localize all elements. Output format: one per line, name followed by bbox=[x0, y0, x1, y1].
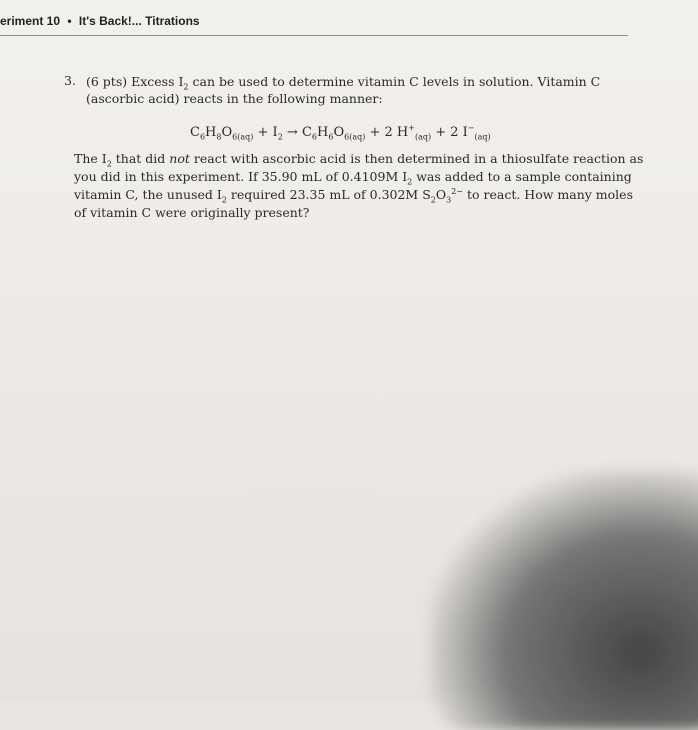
body-sub: 2 bbox=[407, 177, 413, 187]
eq-sup: − bbox=[467, 123, 475, 133]
intro-sub-1: 2 bbox=[183, 82, 189, 92]
body-sub: 2 bbox=[430, 195, 436, 205]
eq-sub: 6(aq) bbox=[344, 132, 366, 142]
question-points: (6 pts) bbox=[86, 74, 128, 89]
eq-sup: + bbox=[408, 123, 415, 133]
body-sub: 2 bbox=[106, 159, 112, 169]
reaction-equation bbox=[190, 125, 491, 140]
body-sub: 3 bbox=[446, 195, 452, 205]
body-text: was added to a sample containing vitamin C, the unused I bbox=[74, 169, 632, 202]
body-sub: 2 bbox=[221, 195, 227, 205]
reaction-arrow: → bbox=[282, 125, 302, 140]
intro-text-2: can be used to determine vitamin C levels in solution. Vitamin C (ascorbic acid) reacts in the following manner: bbox=[86, 74, 601, 106]
eq-sub: 8 bbox=[216, 132, 222, 142]
body-sup: 2− bbox=[451, 186, 464, 196]
question-intro bbox=[86, 73, 646, 107]
eq-sub: 6 bbox=[199, 132, 206, 142]
body-text: that did bbox=[111, 151, 170, 166]
body-text: O bbox=[435, 187, 447, 202]
eq-term: + 2 I bbox=[431, 125, 468, 140]
eq-sub: 6 bbox=[328, 132, 334, 142]
eq-term: H bbox=[317, 125, 329, 140]
eq-sub: (aq) bbox=[414, 132, 432, 142]
body-text: to react. How many moles of vitamin C were originally present? bbox=[74, 187, 633, 220]
eq-sub: 6 bbox=[311, 132, 317, 142]
shadow-overlay bbox=[430, 470, 698, 730]
eq-term: O bbox=[333, 125, 345, 140]
question-number: 3. bbox=[64, 73, 76, 88]
eq-term: H bbox=[205, 125, 217, 140]
body-text: The I bbox=[74, 151, 107, 166]
header-separator: • bbox=[67, 14, 72, 28]
eq-sub: (aq) bbox=[474, 132, 491, 142]
eq-term: + 2 H bbox=[365, 125, 409, 140]
eq-term: C bbox=[301, 125, 312, 140]
body-text: react with ascorbic acid is then determined in a thiosulfate reaction as you did in this experiment. If 35.90 mL of 0.4109M I bbox=[74, 151, 644, 184]
header-rule bbox=[0, 35, 628, 36]
intro-text-1: Excess I bbox=[127, 74, 184, 89]
eq-term: C bbox=[190, 125, 200, 140]
question-body bbox=[74, 150, 644, 222]
eq-term: + I bbox=[253, 125, 278, 140]
eq-sub: 2 bbox=[277, 132, 283, 142]
page-header bbox=[0, 14, 200, 28]
eq-sub: 6(aq) bbox=[232, 132, 254, 142]
body-emphasis: not bbox=[169, 151, 190, 166]
experiment-label: eriment 10 bbox=[0, 14, 61, 28]
experiment-title: It's Back!... Titrations bbox=[78, 14, 200, 28]
eq-term: O bbox=[221, 125, 233, 140]
body-text: required 23.35 mL of 0.302M S bbox=[226, 187, 431, 202]
